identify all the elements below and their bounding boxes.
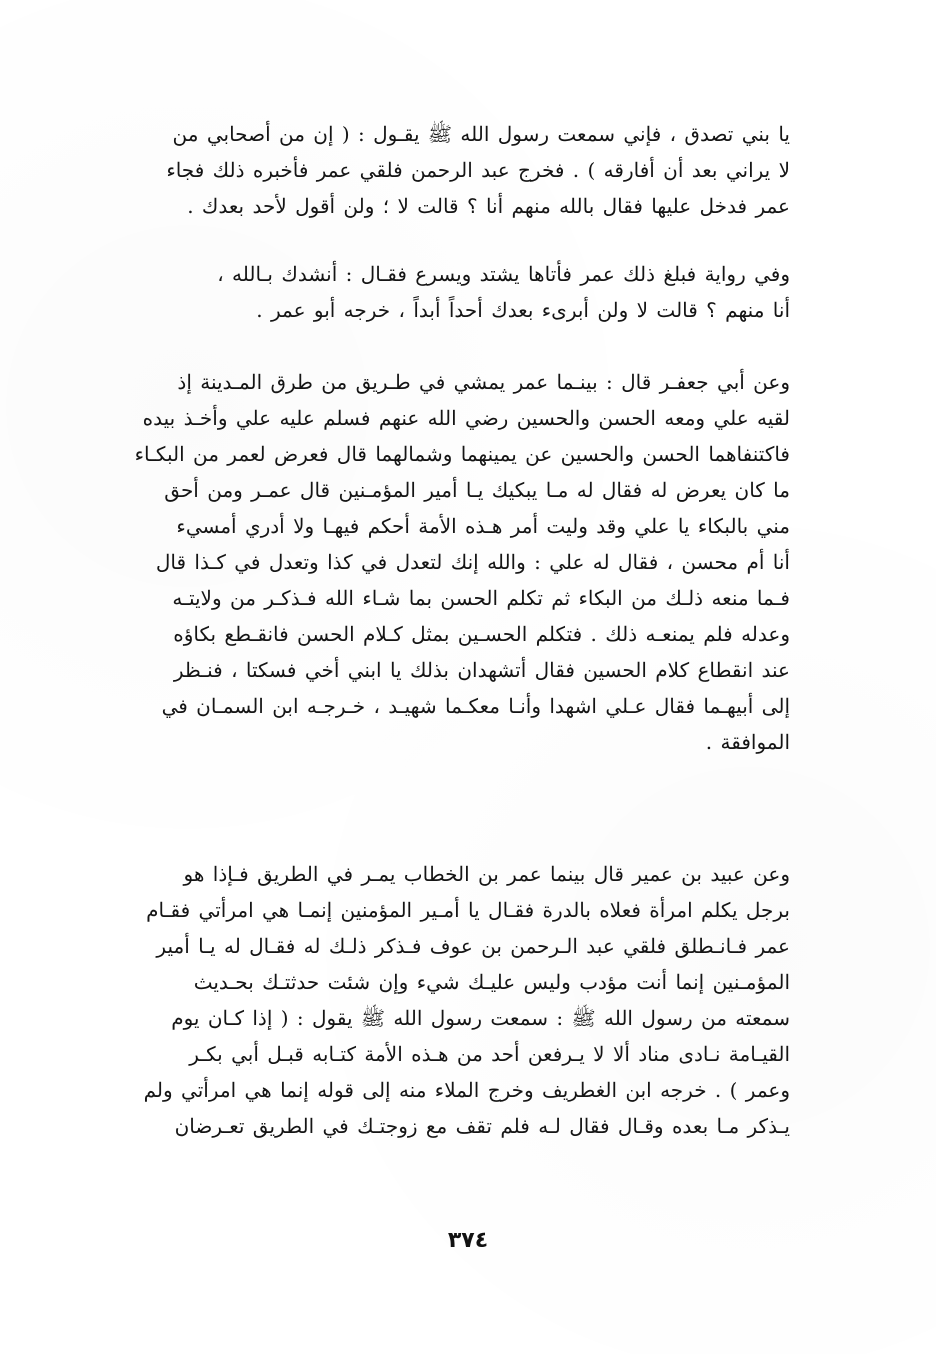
text-line: وعدله فلم يمنعـه ذلك . فتكلم الحسـين بمثل كـلام الحسن فانقـطع بكاؤه [173, 622, 790, 646]
text-line: المؤمـنين إنما أنت مؤدب وليس عليـك شيء وإن شئت حدثتـك بحـديث [193, 970, 790, 994]
text-line: ما كان يعرض له فقال له مـا يبكيك يـا أمير المؤمـنين قال عمـر ومن أحق [164, 478, 790, 502]
page-number: ٣٧٤ [447, 1228, 489, 1253]
text-line: عند انقطاع كلام الحسين فقال أتشهدان بذلك يا ابني أخي فسكتا ، فنـظر [173, 658, 790, 682]
text-line: عمر فدخل عليها فقال بالله منهم أنا ؟ قالت لا ؛ ولن أقول لأحد بعدك . [187, 194, 790, 218]
text-line: مني بالبكاء يا علي وقد وليت أمر هـذه الأمة أحكم فيهـا ولا أدري أمسيء [176, 514, 790, 538]
text-line: وعن عبيد بن عمير قال بينما عمر بن الخطاب يمـر في الطريق فـإذا هو [183, 862, 790, 886]
text-line: إلى أبيهـما فقال عـلي اشهدا وأنـا معكـما شهيـد ، خـرجـه ابن السمـان في [161, 694, 790, 718]
paragraph-3 [126, 364, 790, 760]
text-line: يا بني تصدق ، فإني سمعت رسول الله ﷺ يقـول : ( إن من أصحابي من [172, 122, 790, 146]
text-line: أنا منهم ؟ قالت لا ولن أبرىء بعدك أحداً أبداً ، خرجه أبو عمر . [256, 298, 790, 322]
paragraph-2 [126, 256, 790, 328]
paragraph-1 [126, 116, 790, 224]
text-line: الموافقة . [705, 730, 790, 754]
paragraph-4 [126, 856, 790, 1144]
text-line: فـما منعه ذلـك من البكاء ثم تكلم الحسن بما شـاء الله فـذكـر من ولايتـه [172, 586, 790, 610]
text-line: لا يراني بعد أن أفارقه ) . فخرج عبد الرحمن فلقي عمر فأخبره ذلك فجاء [166, 158, 790, 182]
text-line: برجل يكلم امرأة فعلاه بالدرة فقـال يا أمـير المؤمنين إنمـا هي امرأتي فقـام [146, 898, 790, 922]
text-line: فاكتنفاهما الحسن والحسين عن يمينهما وشمالهما قال فعرض لعمر من البكـاء [134, 442, 790, 466]
text-line: القيـامة نـادى مناد ألا لا يـرفعن أحد من هـذه الأمة كتـابه قبـل أبي بكـر [189, 1042, 790, 1066]
text-line: وعن أبي جعفـر قال : بينـما عمر يمشي في طـريق من طرق المـدينة إذ [177, 370, 790, 394]
text-line: وفي رواية فبلغ ذلك عمر فأتاها يشتد ويسرع فقـال : أنشدك بـالله ، [217, 262, 790, 286]
text-line: أنا أم محسن ، فقال له علي : والله إنك لتعدل في كذا وتعدل في كـذا قال [155, 550, 790, 574]
text-line: يـذكر مـا بعده وقـال فقال لـه فلم تقف مع زوجتـك في الطريق تعـرضان [174, 1114, 790, 1138]
text-line: لقيه علي ومعه الحسن والحسين رضي الله عنهم فسلم عليه علي وأخـذ بيده [142, 406, 790, 430]
text-line: وعمر ) . خرجه ابن الغطريف وخرج الملاء منه إلى قوله إنما هي امرأتي ولم [143, 1078, 790, 1102]
text-line: سمعته من رسول الله ﷺ : سمعت رسول الله ﷺ يقول : ( إذا كـان يوم [171, 1006, 790, 1030]
text-line: عمر فـانـطلق فلقي عبد الـرحمن بن عوف فـذكر ذلـك له فقـال له يـا أمير [156, 934, 790, 958]
